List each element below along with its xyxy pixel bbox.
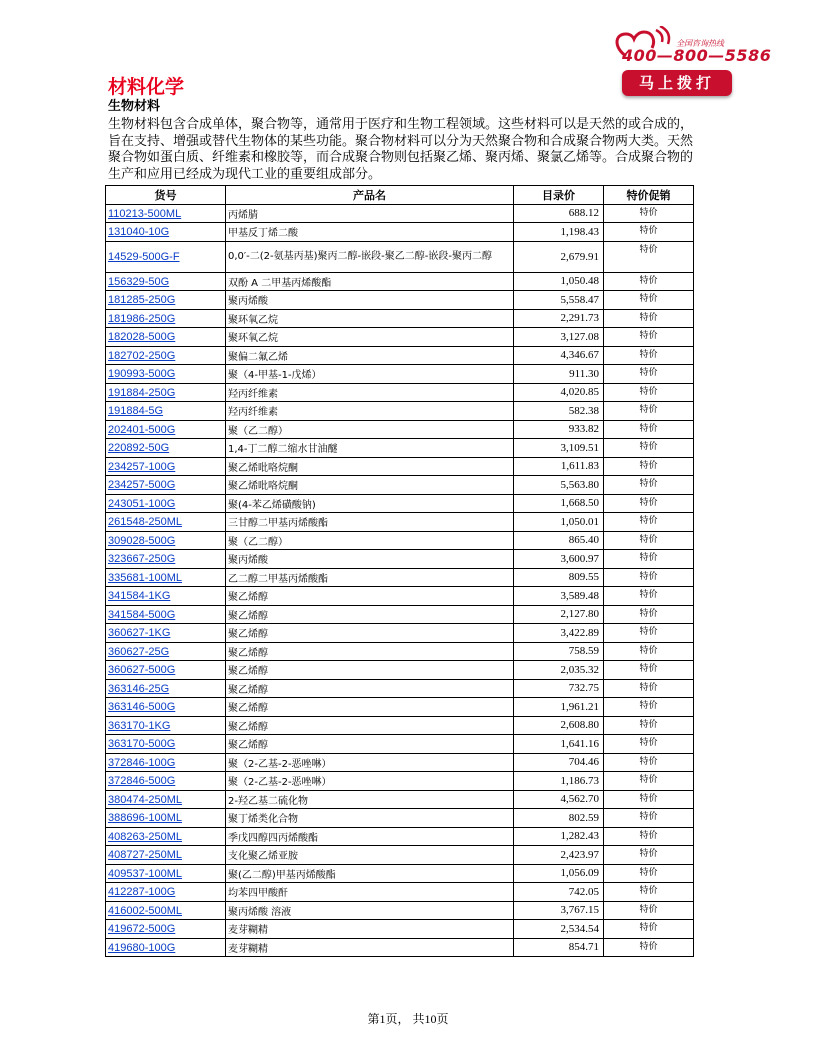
promo-cell: 特价 [604,494,694,513]
price-cell: 3,422.89 [514,624,604,643]
catalog-no-cell [106,328,226,347]
catalog-no-link[interactable]: 191884-250G [108,386,176,399]
catalog-no-cell [106,605,226,624]
catalog-no-cell [106,698,226,717]
catalog-no-cell [106,402,226,421]
price-cell: 1,282.43 [514,827,604,846]
promo-cell: 特价 [604,772,694,791]
catalog-no-link[interactable]: 409537-100ML [108,867,183,880]
promo-cell: 特价 [604,605,694,624]
product-name-cell: 聚乙烯醇 [226,624,514,643]
price-cell: 3,589.48 [514,587,604,606]
catalog-no-link[interactable]: 408727-250ML [108,849,183,862]
table-row [106,476,694,495]
catalog-no-link[interactable]: 181285-250G [108,294,176,307]
catalog-no-cell [106,679,226,698]
catalog-no-cell [106,550,226,569]
catalog-no-link[interactable]: 181986-250G [108,312,176,325]
product-name-cell: 乙二醇二甲基丙烯酸酯 [226,568,514,587]
price-cell: 5,563.80 [514,476,604,495]
catalog-no-link[interactable]: 234257-100G [108,460,176,473]
table-row [106,642,694,661]
product-name-cell: 聚乙烯吡咯烷酮 [226,457,514,476]
price-cell: 3,109.51 [514,439,604,458]
table-row [106,716,694,735]
promo-cell: 特价 [604,204,694,223]
catalog-no-link[interactable]: 363170-500G [108,738,176,751]
product-name-cell: 聚（2-乙基-2-恶唑啉） [226,753,514,772]
promo-cell: 特价 [604,365,694,384]
table-row [106,920,694,939]
table-row [106,457,694,476]
price-cell: 5,558.47 [514,291,604,310]
catalog-no-link[interactable]: 261548-250ML [108,516,183,529]
price-cell: 704.46 [514,753,604,772]
product-name-cell: 聚(乙二醇)甲基丙烯酸酯 [226,864,514,883]
product-name-cell: 三甘醇二甲基丙烯酸酯 [226,513,514,532]
catalog-no-cell [106,346,226,365]
table-row [106,420,694,439]
product-name-cell: 聚环氧乙烷 [226,309,514,328]
product-name-cell: 聚乙烯醇 [226,716,514,735]
catalog-no-link[interactable]: 190993-500G [108,368,176,381]
promo-cell: 特价 [604,309,694,328]
table-row [106,698,694,717]
promo-cell: 特价 [604,883,694,902]
catalog-no-cell [106,223,226,242]
price-cell: 2,127.80 [514,605,604,624]
table-row [106,735,694,754]
promo-cell: 特价 [604,439,694,458]
call-now-button[interactable]: 马上拨打 [622,70,732,96]
product-name-cell: 聚丙烯酸 溶液 [226,901,514,920]
price-cell: 854.71 [514,938,604,957]
catalog-no-link[interactable]: 360627-1KG [108,627,171,640]
table-row [106,568,694,587]
product-name-cell: 麦芽糊精 [226,920,514,939]
product-name-cell: 丙烯腈 [226,204,514,223]
catalog-no-link[interactable]: 234257-500G [108,479,176,492]
header-list-price: 目录价 [514,186,604,205]
product-name-cell: 聚丙烯酸 [226,291,514,310]
catalog-no-link[interactable]: 156329-50G [108,275,170,288]
catalog-no-cell [106,291,226,310]
section-subtitle: 生物材料 [108,99,161,114]
price-cell: 911.30 [514,365,604,384]
promo-cell: 特价 [604,420,694,439]
table-row [106,309,694,328]
table-row [106,624,694,643]
promo-cell: 特价 [604,223,694,242]
page-footer: 第1页， 共10页 [367,1012,449,1026]
price-cell: 4,020.85 [514,383,604,402]
promo-cell: 特价 [604,383,694,402]
catalog-no-link[interactable]: 202401-500G [108,423,176,436]
catalog-no-cell [106,661,226,680]
catalog-no-link[interactable]: 419680-100G [108,941,176,954]
catalog-no-link[interactable]: 341584-500G [108,608,176,621]
product-name-cell: 聚乙烯吡咯烷酮 [226,476,514,495]
catalog-no-cell [106,457,226,476]
catalog-no-link[interactable]: 360627-25G [108,645,170,658]
product-name-cell: 支化聚乙烯亚胺 [226,846,514,865]
catalog-no-cell [106,494,226,513]
catalog-no-link[interactable]: 191884-5G [108,405,164,418]
catalog-no-cell [106,513,226,532]
catalog-no-cell [106,476,226,495]
price-cell: 688.12 [514,204,604,223]
promo-cell: 特价 [604,513,694,532]
table-row [106,605,694,624]
price-cell: 933.82 [514,420,604,439]
product-name-cell: 聚偏二氟乙烯 [226,346,514,365]
table-row [106,753,694,772]
price-cell: 1,668.50 [514,494,604,513]
catalog-no-link[interactable]: 110213-500ML [108,207,182,220]
catalog-no-cell [106,920,226,939]
catalog-no-link[interactable]: 363170-1KG [108,719,171,732]
product-name-cell: 2-羟乙基二硫化物 [226,790,514,809]
price-cell: 2,423.97 [514,846,604,865]
product-name-cell: 聚（乙二醇） [226,420,514,439]
table-row [106,883,694,902]
catalog-no-link[interactable]: 372846-100G [108,756,176,769]
price-cell: 3,127.08 [514,328,604,347]
promo-cell: 特价 [604,827,694,846]
price-cell: 2,679.91 [514,241,604,272]
table-row [106,204,694,223]
table-row [106,439,694,458]
catalog-no-cell [106,383,226,402]
page-title: 材料化学 [108,76,185,98]
promo-cell: 特价 [604,291,694,310]
catalog-no-cell [106,846,226,865]
price-cell: 1,641.16 [514,735,604,754]
catalog-no-link[interactable]: 363146-25G [108,682,170,695]
table-row [106,494,694,513]
price-cell: 582.38 [514,402,604,421]
catalog-no-cell [106,365,226,384]
product-name-cell: 聚乙烯醇 [226,661,514,680]
table-row [106,661,694,680]
catalog-no-link[interactable]: 182702-250G [108,349,176,362]
catalog-no-link[interactable]: 372846-500G [108,775,176,788]
table-row [106,272,694,291]
catalog-no-cell [106,753,226,772]
price-cell: 865.40 [514,531,604,550]
price-cell: 742.05 [514,883,604,902]
product-name-cell: 甲基反丁烯二酸 [226,223,514,242]
product-name-cell: 麦芽糊精 [226,938,514,957]
header-product-name: 产品名 [226,186,514,205]
product-name-cell: 聚乙烯醇 [226,679,514,698]
catalog-no-cell [106,241,226,272]
promo-cell: 特价 [604,661,694,680]
promo-cell: 特价 [604,938,694,957]
catalog-no-link[interactable]: 388696-100ML [108,812,183,825]
catalog-no-cell [106,864,226,883]
catalog-no-link[interactable]: 182028-500G [108,331,176,344]
promo-cell: 特价 [604,457,694,476]
table-row [106,846,694,865]
promo-cell: 特价 [604,346,694,365]
promo-cell: 特价 [604,587,694,606]
catalog-no-cell [106,809,226,828]
product-name-cell: 聚（4-甲基-1-戊烯） [226,365,514,384]
price-cell: 809.55 [514,568,604,587]
catalog-no-cell [106,531,226,550]
catalog-no-link[interactable]: 360627-500G [108,664,176,677]
product-name-cell: 聚（乙二醇） [226,531,514,550]
price-cell: 3,767.15 [514,901,604,920]
promo-cell: 特价 [604,272,694,291]
promo-cell: 特价 [604,624,694,643]
catalog-no-cell [106,309,226,328]
price-cell: 732.75 [514,679,604,698]
product-name-cell: 聚丁烯类化合物 [226,809,514,828]
product-name-cell: 聚乙烯醇 [226,642,514,661]
catalog-no-link[interactable]: 131040-10G [108,226,170,239]
catalog-no-cell [106,883,226,902]
promo-cell: 特价 [604,568,694,587]
price-cell: 3,600.97 [514,550,604,569]
catalog-no-cell [106,568,226,587]
header-catalog-no: 货号 [106,186,226,205]
catalog-no-cell [106,901,226,920]
price-cell: 2,291.73 [514,309,604,328]
promo-cell: 特价 [604,753,694,772]
table-row [106,938,694,957]
intro-paragraph: 生物材料包含合成单体，聚合物等，通常用于医疗和生物工程领域。这些材料可以是天然的或合成的，旨在支持、增强或替代生物体的某些功能。聚合物材料可以分为天然聚合物和合成聚合物两大类。天然聚合物如蛋白质、纤维素和橡胶等，而合成聚合物则包括聚乙烯、聚丙烯、聚氯乙烯等。合成聚合物的生产和应用已经成为现代工业的重要组成部分。 [108,117,694,182]
product-name-cell: 聚（2-乙基-2-恶唑啉） [226,772,514,791]
price-cell: 1,056.09 [514,864,604,883]
catalog-no-cell [106,827,226,846]
promo-cell: 特价 [604,698,694,717]
hotline-caption: 全国咨询热线 [676,39,724,48]
table-row [106,790,694,809]
catalog-no-link[interactable]: 243051-100G [108,497,176,510]
catalog-no-link[interactable]: 416002-500ML [108,904,183,917]
catalog-no-cell [106,587,226,606]
table-row [106,809,694,828]
table-row [106,383,694,402]
price-cell: 1,198.43 [514,223,604,242]
table-row [106,402,694,421]
catalog-no-cell [106,772,226,791]
promo-cell: 特价 [604,901,694,920]
catalog-no-link[interactable]: 408263-250ML [108,830,183,843]
product-name-cell: 聚环氧乙烷 [226,328,514,347]
catalog-no-cell [106,272,226,291]
price-cell: 1,186.73 [514,772,604,791]
promo-cell: 特价 [604,809,694,828]
price-cell: 1,050.01 [514,513,604,532]
header-promotion: 特价促销 [604,186,694,205]
table-row [106,901,694,920]
promo-cell: 特价 [604,642,694,661]
price-cell: 1,050.48 [514,272,604,291]
table-row [106,241,694,272]
table-row [106,827,694,846]
catalog-no-link[interactable]: 309028-500G [108,534,176,547]
promo-cell: 特价 [604,846,694,865]
table-row [106,328,694,347]
promo-cell: 特价 [604,550,694,569]
catalog-no-link[interactable]: 220892-50G [108,442,170,455]
promo-cell: 特价 [604,402,694,421]
price-cell: 4,346.67 [514,346,604,365]
table-row [106,223,694,242]
catalog-no-cell [106,735,226,754]
hotline-banner[interactable] [606,18,772,100]
table-row [106,291,694,310]
table-row [106,365,694,384]
catalog-no-cell [106,938,226,957]
catalog-no-link[interactable]: 419672-500G [108,923,176,936]
price-cell: 2,608.80 [514,716,604,735]
price-cell: 4,562.70 [514,790,604,809]
table-row [106,513,694,532]
promo-cell: 特价 [604,476,694,495]
table-header-row [106,186,694,205]
product-name-cell: 聚乙烯醇 [226,587,514,606]
promo-cell: 特价 [604,864,694,883]
catalog-no-cell [106,420,226,439]
price-cell: 2,035.32 [514,661,604,680]
table-row [106,679,694,698]
catalog-no-link[interactable]: 323667-250G [108,553,176,566]
price-cell: 758.59 [514,642,604,661]
promo-cell: 特价 [604,920,694,939]
price-cell: 2,534.54 [514,920,604,939]
product-name-cell: 双酚 A 二甲基丙烯酸酯 [226,272,514,291]
product-name-cell: 聚丙烯酸 [226,550,514,569]
product-name-cell: 羟丙纤维素 [226,383,514,402]
product-name-cell: 聚乙烯醇 [226,605,514,624]
promo-cell: 特价 [604,735,694,754]
table-row [106,550,694,569]
table-row [106,772,694,791]
catalog-no-link[interactable]: 363146-500G [108,701,176,714]
catalog-no-link[interactable]: 341584-1KG [108,590,171,603]
price-cell: 1,611.83 [514,457,604,476]
promo-cell: 特价 [604,531,694,550]
promo-cell: 特价 [604,790,694,809]
product-name-cell: 1,4-丁二醇二缩水甘油醚 [226,439,514,458]
catalog-no-cell [106,439,226,458]
price-cell: 802.59 [514,809,604,828]
price-cell: 1,961.21 [514,698,604,717]
promo-cell: 特价 [604,241,694,272]
catalog-no-cell [106,790,226,809]
product-name-cell: 聚乙烯醇 [226,735,514,754]
catalog-no-cell [106,204,226,223]
product-name-cell: 均苯四甲酸酐 [226,883,514,902]
product-table [105,185,694,957]
product-name-cell: 聚(4-苯乙烯磺酸钠) [226,494,514,513]
promo-cell: 特价 [604,716,694,735]
hotline-number[interactable]: 400—800—5586 [622,46,772,65]
product-name-cell: 0,0′-二(2-氨基丙基)聚丙二醇-嵌段-聚乙二醇-嵌段-聚丙二醇 [226,241,514,272]
catalog-no-cell [106,624,226,643]
product-name-cell: 羟丙纤维素 [226,402,514,421]
catalog-no-link[interactable]: 335681-100ML [108,571,183,584]
promo-cell: 特价 [604,328,694,347]
catalog-no-link[interactable]: 14529-500G-F [108,251,180,263]
promo-cell: 特价 [604,679,694,698]
table-row [106,864,694,883]
product-name-cell: 聚乙烯醇 [226,698,514,717]
catalog-no-cell [106,642,226,661]
catalog-no-link[interactable]: 380474-250ML [108,793,183,806]
product-name-cell: 季戊四醇四丙烯酸酯 [226,827,514,846]
table-row [106,587,694,606]
table-row [106,531,694,550]
catalog-no-cell [106,716,226,735]
catalog-no-link[interactable]: 412287-100G [108,886,176,899]
table-row [106,346,694,365]
